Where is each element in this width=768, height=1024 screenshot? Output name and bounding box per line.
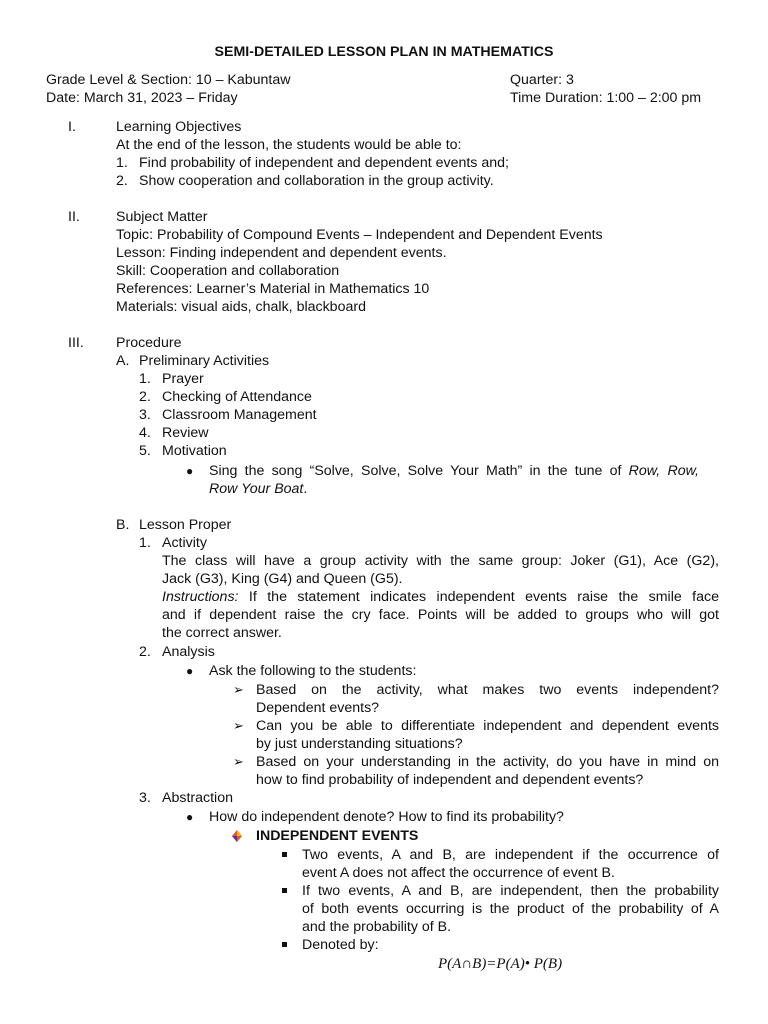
section-number-3: III. xyxy=(68,335,84,351)
subsection-heading-preliminary: Preliminary Activities xyxy=(139,353,270,369)
activity-label: Activity xyxy=(162,535,207,551)
subject-lesson: Lesson: Finding independent and dependent events. xyxy=(116,245,447,261)
abstraction-bullet: How do independent denote? How to find its probability? xyxy=(209,809,564,825)
analysis-question-3: Based on your understanding in the activity, do you have in mind on xyxy=(256,754,719,770)
definition-2-line2: of both events occurring is the product of the probability of A xyxy=(302,901,719,917)
grade-section: Grade Level & Section: 10 – Kabuntaw xyxy=(46,72,291,88)
definition-1-line2: event A does not affect the occurrence of event B. xyxy=(302,865,615,881)
square-bullet-icon xyxy=(282,888,287,893)
independent-events-heading: INDEPENDENT EVENTS xyxy=(256,828,419,844)
definition-2-line3: and the probability of B. xyxy=(302,919,452,935)
subject-skill: Skill: Cooperation and collaboration xyxy=(116,263,340,279)
lesson-date: Date: March 31, 2023 – Friday xyxy=(46,90,238,106)
objective-number: 1. xyxy=(116,155,128,171)
analysis-question-2: Can you be able to differentiate independent and dependent events xyxy=(256,718,719,734)
prelim-item: Prayer xyxy=(162,371,204,387)
abstraction-number: 3. xyxy=(139,790,151,806)
analysis-bullet: Ask the following to the students: xyxy=(209,663,417,679)
analysis-question-1-cont: Dependent events? xyxy=(256,700,380,716)
subsection-heading-lesson-proper: Lesson Proper xyxy=(139,517,232,533)
arrow-bullet-icon: ➢ xyxy=(233,682,244,697)
prelim-number: 3. xyxy=(139,407,151,423)
motivation-text-line1: Sing the song “Solve, Solve, Solve Your Math” in the tune of Row, Row, xyxy=(209,463,699,479)
arrow-bullet-icon: ➢ xyxy=(233,718,244,733)
subject-materials: Materials: visual aids, chalk, blackboard xyxy=(116,299,366,315)
objective-number: 2. xyxy=(116,173,128,189)
analysis-question-3-cont: how to find probability of independent and dependent events? xyxy=(256,772,644,788)
subject-topic: Topic: Probability of Compound Events – Independent and Dependent Events xyxy=(116,227,603,243)
time-duration: Time Duration: 1:00 – 2:00 pm xyxy=(510,90,702,106)
quarter: Quarter: 3 xyxy=(510,72,574,88)
prelim-item: Classroom Management xyxy=(162,407,317,423)
activity-instructions-line3: the correct answer. xyxy=(162,625,282,641)
definition-1-line1: Two events, A and B, are independent if the occurrence of xyxy=(302,847,719,863)
activity-instructions-line1: Instructions: If the statement indicates independent events raise the smile face xyxy=(162,589,719,605)
subsection-letter-a: A. xyxy=(116,353,130,369)
arrow-bullet-icon: ➢ xyxy=(233,754,244,769)
denoted-by-label: Denoted by: xyxy=(302,937,379,953)
objective-item: Show cooperation and collaboration in the group activity. xyxy=(139,173,494,189)
subject-references: References: Learner’s Material in Mathematics 10 xyxy=(116,281,430,297)
probability-formula: P(A∩B)=P(A)• P(B) xyxy=(438,956,563,972)
activity-text-line2: Jack (G3), King (G4) and Queen (G5). xyxy=(162,571,403,587)
activity-number: 1. xyxy=(139,535,151,551)
section-heading-procedure: Procedure xyxy=(116,335,182,351)
bullet-icon: ● xyxy=(186,464,194,478)
square-bullet-icon xyxy=(282,852,287,857)
document-title: SEMI-DETAILED LESSON PLAN IN MATHEMATICS xyxy=(214,44,554,60)
prelim-item: Checking of Attendance xyxy=(162,389,312,405)
activity-instructions-line2: and if dependent raise the cry face. Points will be added to groups who will got xyxy=(162,607,719,623)
section-heading-subject-matter: Subject Matter xyxy=(116,209,208,225)
activity-text-line1: The class will have a group activity with the same group: Joker (G1), Ace (G2), xyxy=(162,553,719,569)
motivation-text-line2: Row Your Boat. xyxy=(209,481,308,497)
section-number-2: II. xyxy=(68,209,80,225)
abstraction-label: Abstraction xyxy=(162,790,233,806)
section-heading-objectives: Learning Objectives xyxy=(116,119,242,135)
subsection-letter-b: B. xyxy=(116,517,130,533)
prelim-item: Motivation xyxy=(162,443,227,459)
prelim-item: Review xyxy=(162,425,209,441)
definition-2-line1: If two events, A and B, are independent, then the probability xyxy=(302,883,719,899)
section-number-1: I. xyxy=(68,119,76,135)
bullet-icon: ● xyxy=(186,664,194,678)
analysis-number: 2. xyxy=(139,644,151,660)
square-bullet-icon xyxy=(282,942,287,947)
bullet-icon: ● xyxy=(186,810,194,824)
prelim-number: 5. xyxy=(139,443,151,459)
prelim-number: 1. xyxy=(139,371,151,387)
prelim-number: 2. xyxy=(139,389,151,405)
objectives-intro: At the end of the lesson, the students would be able to: xyxy=(116,137,462,153)
prelim-number: 4. xyxy=(139,425,151,441)
analysis-question-1: Based on the activity, what makes two events independent? xyxy=(256,682,719,698)
objective-item: Find probability of independent and dependent events and; xyxy=(139,155,509,171)
analysis-question-2-cont: by just understanding situations? xyxy=(256,736,463,752)
diamond-bullet-icon xyxy=(230,829,244,843)
analysis-label: Analysis xyxy=(162,644,215,660)
